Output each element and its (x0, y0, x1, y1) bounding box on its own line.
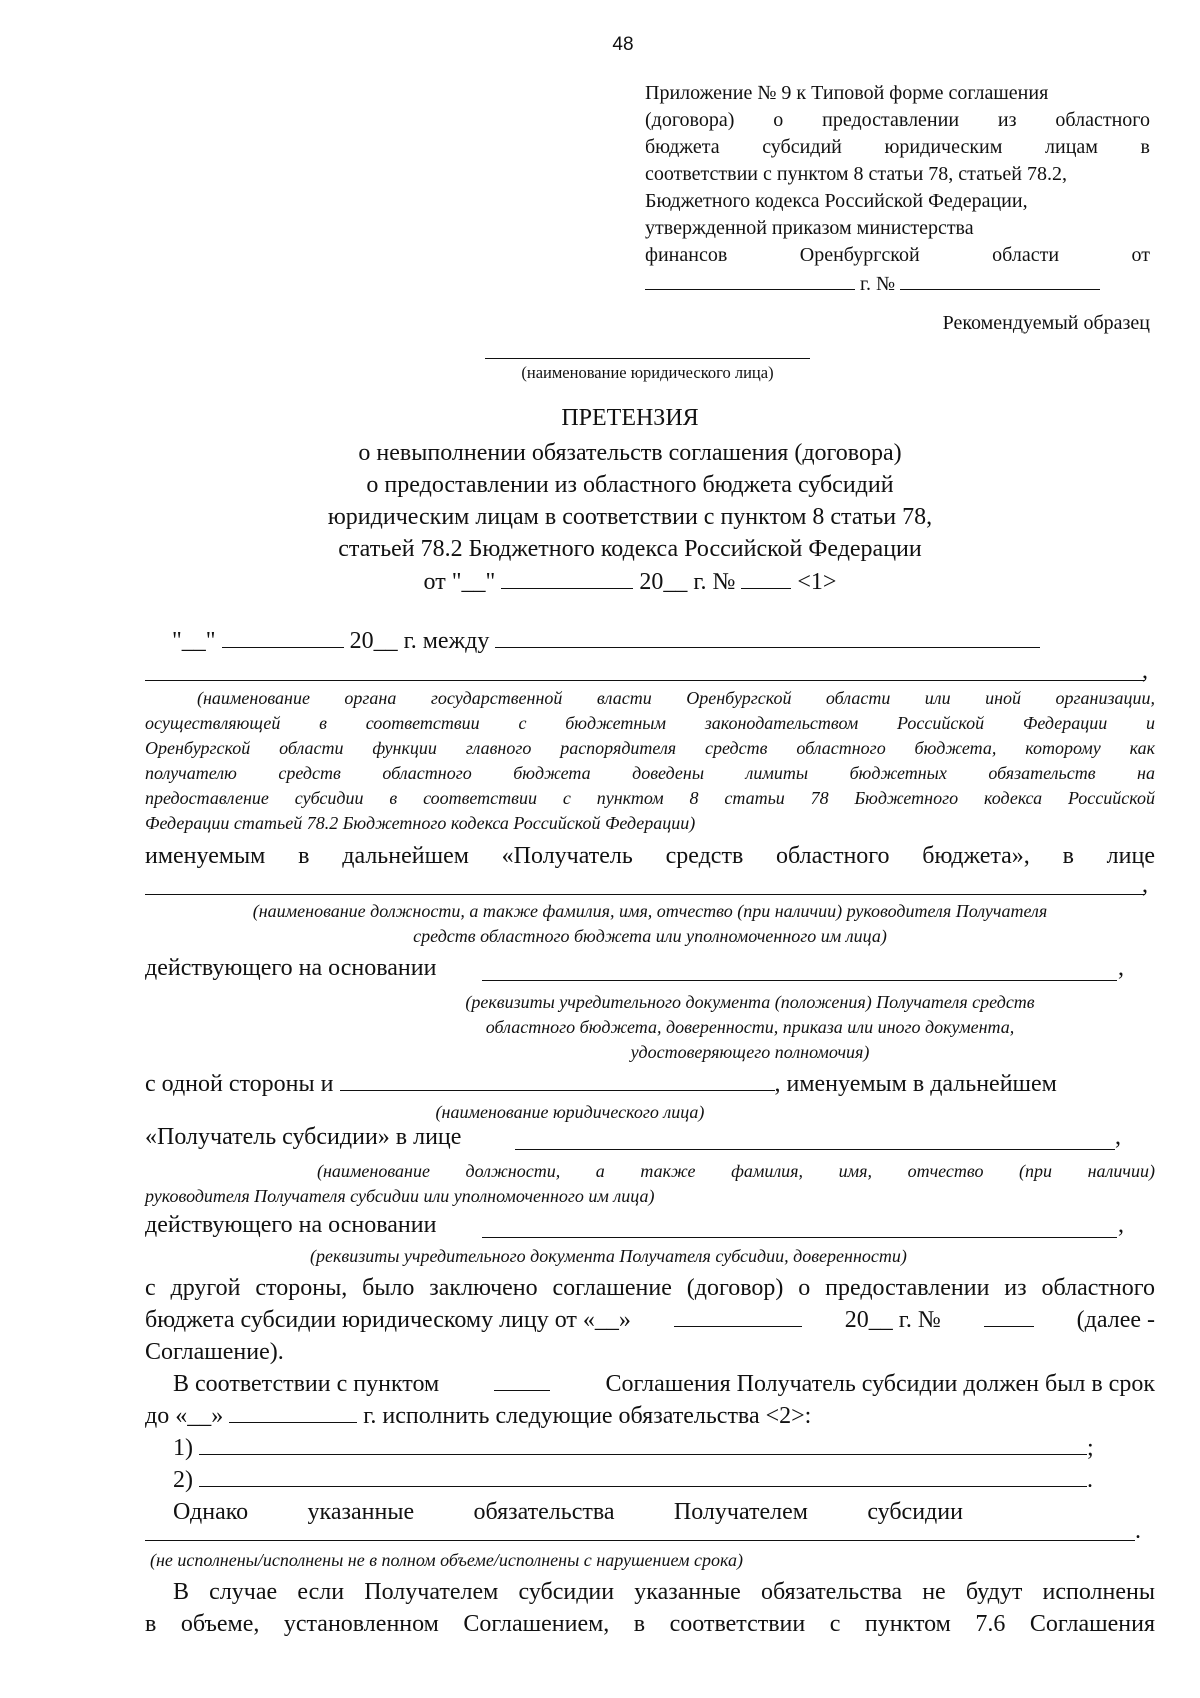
acting-basis-1-line (482, 980, 1117, 981)
number-blank (900, 269, 1100, 290)
title-line: статьей 78.2 Бюджетного кодекса Российской Федерации (338, 536, 922, 562)
title-line: о невыполнении обязательств соглашения (договора) (358, 440, 902, 466)
final-paragraph: В случае если Получателем субсидии указанные обязательства не будут исполнены в объеме, установленном Соглашением, в соответствии с пунктом 7.6 Соглашения (145, 1579, 1155, 1637)
acting-basis-2: действующего на основании (145, 1212, 437, 1238)
according-paragraph: В соответствии с пунктом Соглашения Получатель субсидии должен был в срок до «__» г. исполнить следующие обязательства <2>: 1) ; 2) . Однако указанные обязательства Получателем субсидии (145, 1371, 1155, 1525)
title-line: о предоставлении из областного бюджета субсидий (366, 472, 894, 498)
document-heading: ПРЕТЕНЗИЯ (561, 405, 699, 431)
attachment-line: соответствии с пунктом 8 статьи 78, статьей 78.2, (645, 163, 1067, 185)
attachment-line: утвержденной приказом министерства (645, 217, 974, 239)
attachment-line: финансов Оренбургской области от (645, 244, 1150, 266)
attachment-line: Бюджетного кодекса Российской Федерации, (645, 190, 1028, 212)
recipient-in-person: «Получатель субсидии» в лице (145, 1124, 462, 1150)
attachment-line: (договора) о предоставлении из областного (645, 109, 1150, 131)
position-caption: (наименование должности, а также фамилия, имя, отчество (при наличии) руководителя Получателя средств областного бюджета или уполномоченного им лица) (252, 901, 1048, 946)
attachment-header (645, 80, 1150, 298)
legal-entity-caption-2: (наименование юридического лица) (435, 1102, 705, 1122)
title-line: юридическим лицам в соответствии с пунктом 8 статьи 78, (327, 504, 933, 530)
organ-line (145, 680, 1145, 681)
docs-caption-1: (реквизиты учредительного документа (положения) Получателя средств областного бюджета, доверенности, приказа или иного документа, удостоверяющего полномочия) (465, 992, 1035, 1062)
attachment-line: бюджета субсидий юридическим лицам в (645, 136, 1150, 158)
recipient-caption: (наименование должности, а также фамилия, имя, отчество (при наличии) руководителя Получателя субсидии или уполномоченного им лица) (145, 1161, 1155, 1206)
legal-entity-caption: (наименование юридического лица) (521, 363, 774, 382)
position-line (145, 894, 1145, 895)
acting-basis-1: действующего на основании (145, 955, 437, 981)
date-blank (645, 269, 855, 290)
recipient-line (515, 1149, 1115, 1150)
date-between-line: "__" 20__ г. между (172, 627, 1072, 655)
title-date-line: от "__" 20__ г. № <1> (423, 569, 837, 595)
status-line (145, 1540, 1135, 1541)
docs-caption-2: (реквизиты учредительного документа Получателя субсидии, доверенности) (310, 1246, 907, 1266)
one-side-line: с одной стороны и , именуемым в дальнейшем (145, 1071, 1057, 1097)
attachment-line: Приложение № 9 к Типовой форме соглашения (645, 82, 1049, 104)
other-side-paragraph: с другой стороны, было заключено соглашение (договор) о предоставлении из областного бюджета субсидии юридическому лицу от «__» 20__ г. № (далее - Соглашение). (145, 1275, 1155, 1365)
organ-caption: (наименование органа государственной власти Оренбургской области или иной организации, осуществляющей в соответствии с бюджетным законодательством Российской Федерации и Оренбургской области функции главного распорядителя средств областного бюджета, которому как получателю средств областного бюджета доведены лимиты бюджетных обязательств на предоставление субсидии в соответствии с пунктом 8 статьи 78 Бюджетного кодекса Российской Федерации статьей 78.2 Бюджетного кодекса Российской Федерации) (145, 688, 1155, 833)
named-line: именуемым в дальнейшем «Получатель средств областного бюджета», в лице (145, 843, 1155, 869)
legal-entity-line (485, 358, 810, 359)
status-caption: (не исполнены/исполнены не в полном объеме/исполнены с нарушением срока) (150, 1550, 743, 1570)
recommended-sample: Рекомендуемый образец (942, 312, 1150, 334)
acting-basis-2-line (482, 1237, 1117, 1238)
page-number: 48 (612, 34, 634, 55)
attachment-date-line: г. № (645, 269, 1150, 298)
